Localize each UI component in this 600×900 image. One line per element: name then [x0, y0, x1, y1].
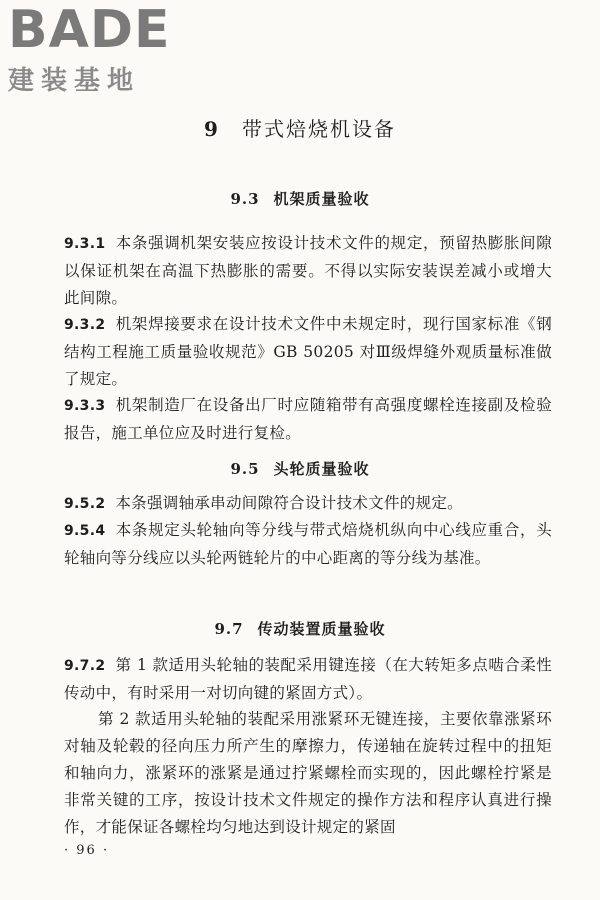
clause-9-3-2	[64, 311, 552, 393]
section-number: 9.5	[230, 460, 260, 478]
page-number: · 96 ·	[64, 843, 110, 858]
chapter-title	[0, 113, 600, 142]
clause-9-7-2	[64, 652, 552, 707]
clause-number: 9.5.2	[64, 496, 106, 512]
clause-9-3-1	[64, 230, 552, 312]
clause-number: 9.7.2	[64, 658, 106, 674]
section-number: 9.7	[214, 620, 244, 638]
clause-text: 本条强调机架安装应按设计技术文件的规定，预留热膨胀间隙以保证机架在高温下热膨胀的需要。不得以实际安装误差减小或增大此间隙。	[64, 234, 552, 307]
clause-text: 本条强调轴承串动间隙符合设计技术文件的规定。	[115, 494, 463, 512]
section-heading-9-3	[0, 188, 600, 209]
clause-text: 第 1 款适用头轮轴的装配采用键连接（在大转矩多点啮合柔性传动中，有时采用一对切向键的紧固方式）。	[64, 656, 552, 702]
clause-text: 机架焊接要求在设计技术文件中未规定时，现行国家标准《钢结构工程施工质量验收规范》GB 50205 对Ⅲ级焊缝外观质量标准做了规定。	[64, 315, 552, 388]
section-heading-9-5	[0, 458, 600, 479]
logo-subtitle: 建装基地	[8, 66, 141, 96]
clause-text: 本条规定头轮轴向等分线与带式焙烧机纵向中心线应重合，头轮轴向等分线应以头轮两链轮片的中心距离的等分线为基准。	[64, 521, 552, 567]
clause-number: 9.3.2	[64, 317, 106, 333]
clause-number: 9.3.3	[64, 398, 106, 414]
chapter-number: 9	[204, 117, 220, 141]
section-title: 机架质量验收	[273, 190, 370, 208]
clause-9-3-3	[64, 392, 552, 447]
logo-wordmark: BADE	[8, 0, 171, 60]
clause-number: 9.3.1	[64, 236, 106, 252]
clause-9-5-4	[64, 517, 552, 572]
clause-number: 9.5.4	[64, 523, 106, 539]
clause-9-7-2-continuation: 第 2 款适用头轮轴的装配采用涨紧环无键连接，主要依靠涨紧环对轴及轮毂的径向压力所产生的摩擦力，传递轴在旋转过程中的扭矩和轴向力，涨紧环的涨紧是通过拧紧螺栓而实现的，因此螺栓拧紧是非常关键的工序，按设计技术文件规定的操作方法和程序认真进行操作，才能保证各螺栓均匀地达到设计规定的紧固	[64, 710, 552, 836]
section-heading-9-7	[0, 618, 600, 639]
clause-9-5-2	[64, 490, 552, 518]
logo	[8, 0, 178, 96]
chapter-title-text: 带式焙烧机设备	[241, 117, 396, 141]
section-number: 9.3	[230, 190, 260, 208]
section-title: 传动装置质量验收	[257, 620, 386, 638]
clause-text: 机架制造厂在设备出厂时应随箱带有高强度螺栓连接副及检验报告，施工单位应及时进行复检。	[64, 396, 552, 442]
section-title: 头轮质量验收	[273, 460, 370, 478]
